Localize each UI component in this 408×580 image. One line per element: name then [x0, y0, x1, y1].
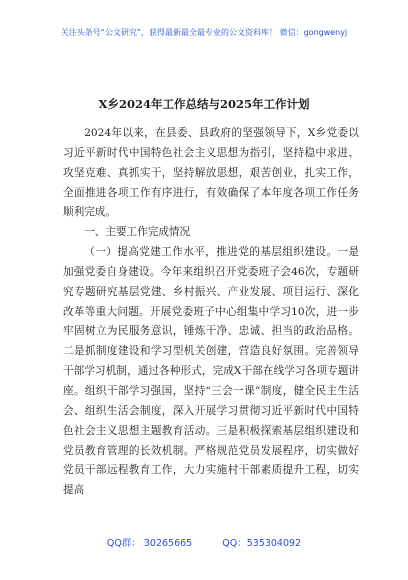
header-promo-banner: 关注头条号“公文研究”，获得最新最全最专业的公文资料库！ 微信：gongwenyj	[60, 28, 348, 37]
section-heading: 一、主要工作完成情况	[84, 226, 191, 239]
qq-number: QQ：535304092	[222, 538, 302, 549]
document-title: X乡2024年工作总结与2025年工作计划	[98, 97, 310, 111]
body-paragraph: （一）提高党建工作水平，推进党的基层组织建设。一是加强党委自身建设。今年来组织召开党委班子会46次，专题研究专题研究基层党建、乡村振兴、产业发展、项目运行、深化改革等重大问题。开展党委班子中心组集中学习10次，进一步牢固树立为民服务意识，锤炼干净、忠诚、担当的政治品格。二是抓制度建设和学习型机关创建，营造良好氛围。完善领导干部学习机制，通过各种形式，完成X干部在线学习各项专题讲座。组织干部学习强国，坚持“三会一课”制度，健全民主生活会、组织生活会制度，深入开展学习贯彻习近平新时代中国特色社会主义思想主题教育活动。三是积极探索基层组织建设和党员教育管理的长效机制。严格规范党员发展程序，切实做好党员干部远程教育工作，大力实施村干部素质提升工程，切实提高	[63, 246, 359, 497]
footer-contact	[0, 535, 408, 549]
qq-group-number: QQ群： 30265665	[106, 538, 193, 549]
intro-paragraph: 2024年以来，在县委、县政府的坚强领导下，X乡党委以习近平新时代中国特色社会主义思想为指引，坚持稳中求进、攻坚克难、真抓实干，坚持解放思想，艰苦创业，扎实工作，全面推进各项工作有序进行，有效确保了本年度各项工作任务顺利完成。	[63, 127, 359, 219]
document-body	[63, 124, 359, 501]
